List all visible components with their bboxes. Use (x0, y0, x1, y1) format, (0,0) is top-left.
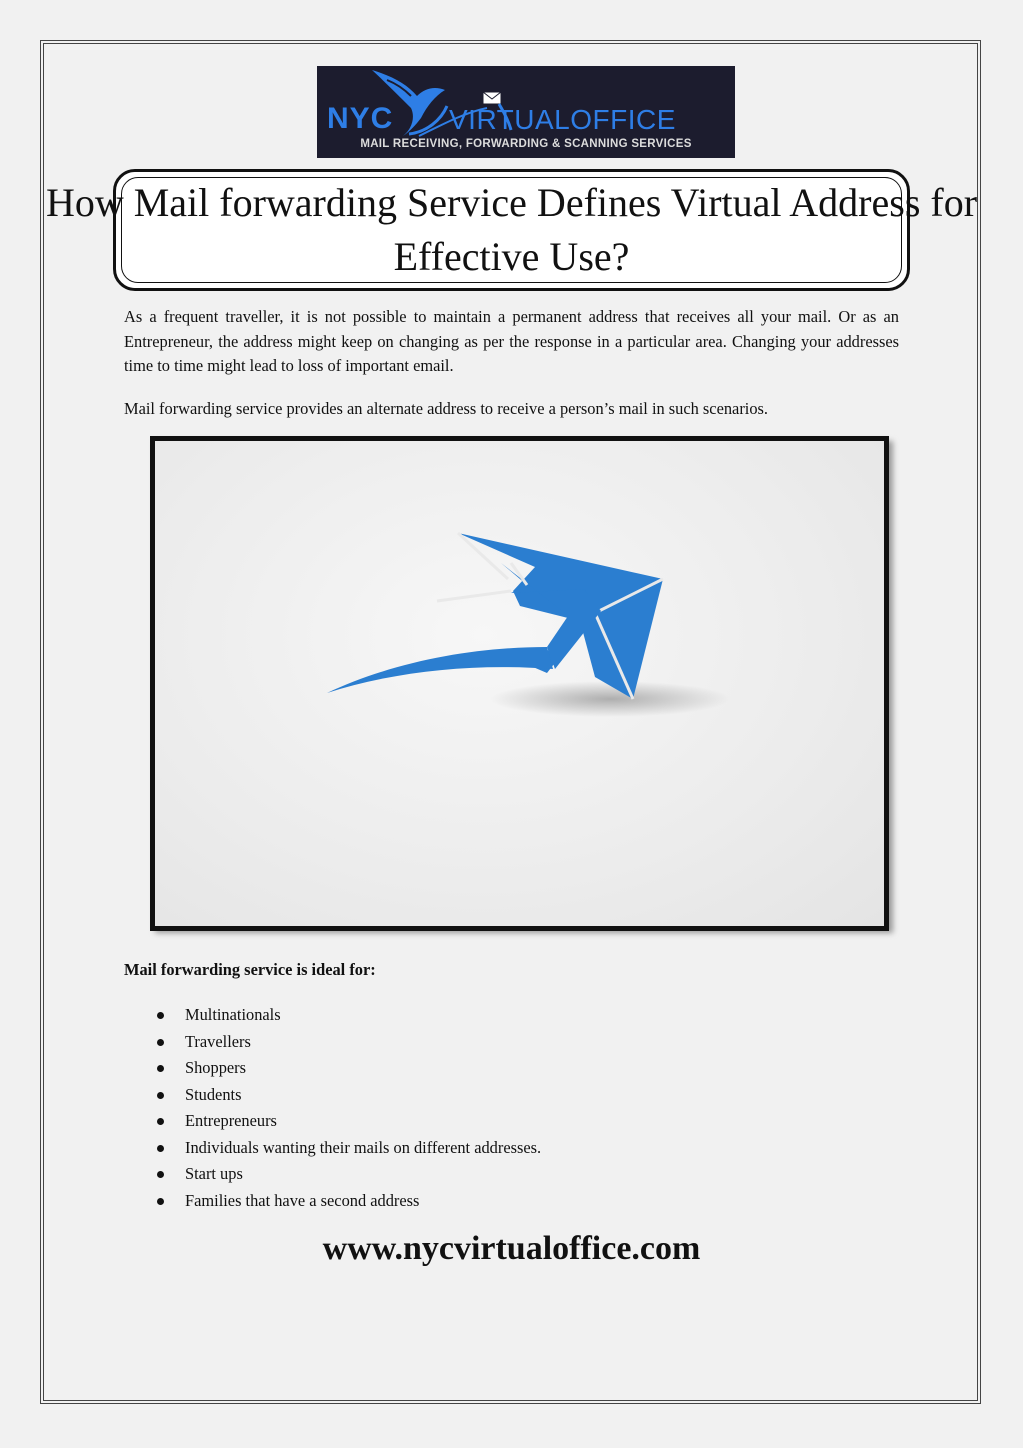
ideal-for-heading: Mail forwarding service is ideal for: (124, 960, 376, 979)
bullet-icon (157, 1171, 164, 1178)
list-item-text: Individuals wanting their mails on different addresses. (185, 1137, 542, 1157)
mail-forwarding-figure (150, 436, 889, 931)
bullet-icon (157, 1065, 164, 1072)
logo-brand-nyc: NYC (327, 102, 394, 135)
bullet-icon (157, 1118, 164, 1125)
list-item (124, 1029, 541, 1056)
bullet-icon (157, 1092, 164, 1099)
intro-paragraph: As a frequent traveller, it is not possible to maintain a permanent address that receives all your mail. Or as an Entrepreneur, the address might keep on changing as per the response in a particular area. Changing your addresses time to time might lead to loss of important email. (124, 307, 899, 375)
envelope-arrow-icon (155, 441, 884, 926)
list-item (124, 1161, 541, 1188)
list-item-text: Shoppers (185, 1058, 247, 1077)
list-item (124, 1082, 541, 1109)
logo-tagline: MAIL RECEIVING, FORWARDING & SCANNING SERVICES (360, 138, 692, 150)
summary-paragraph: Mail forwarding service provides an alternate address to receive a person’s mail in such scenarios. (124, 399, 769, 418)
list-item (124, 1055, 541, 1082)
list-item-text: Families that have a second address (185, 1190, 420, 1210)
list-item-text: Multinationals (185, 1005, 281, 1024)
list-item-text: Travellers (185, 1031, 251, 1051)
ideal-for-list (124, 1002, 541, 1214)
company-logo (317, 66, 735, 158)
list-item (124, 1135, 541, 1162)
bullet-icon (157, 1039, 164, 1046)
list-item-text: Start ups (185, 1164, 243, 1183)
bullet-icon (157, 1145, 164, 1152)
bullet-icon (157, 1198, 164, 1205)
list-item-text: Entrepreneurs (185, 1111, 277, 1130)
list-item-text: Students (185, 1084, 242, 1104)
list-item (124, 1002, 541, 1029)
page-title: How Mail forwarding Service Defines Virtual Address for Effective Use? (45, 180, 978, 279)
list-item (124, 1188, 541, 1215)
bullet-icon (157, 1012, 164, 1019)
website-link[interactable]: www.nycvirtualoffice.com (322, 1230, 701, 1267)
logo-brand-virtualoffice: VIRTUALOFFICE (449, 104, 676, 135)
list-item (124, 1108, 541, 1135)
